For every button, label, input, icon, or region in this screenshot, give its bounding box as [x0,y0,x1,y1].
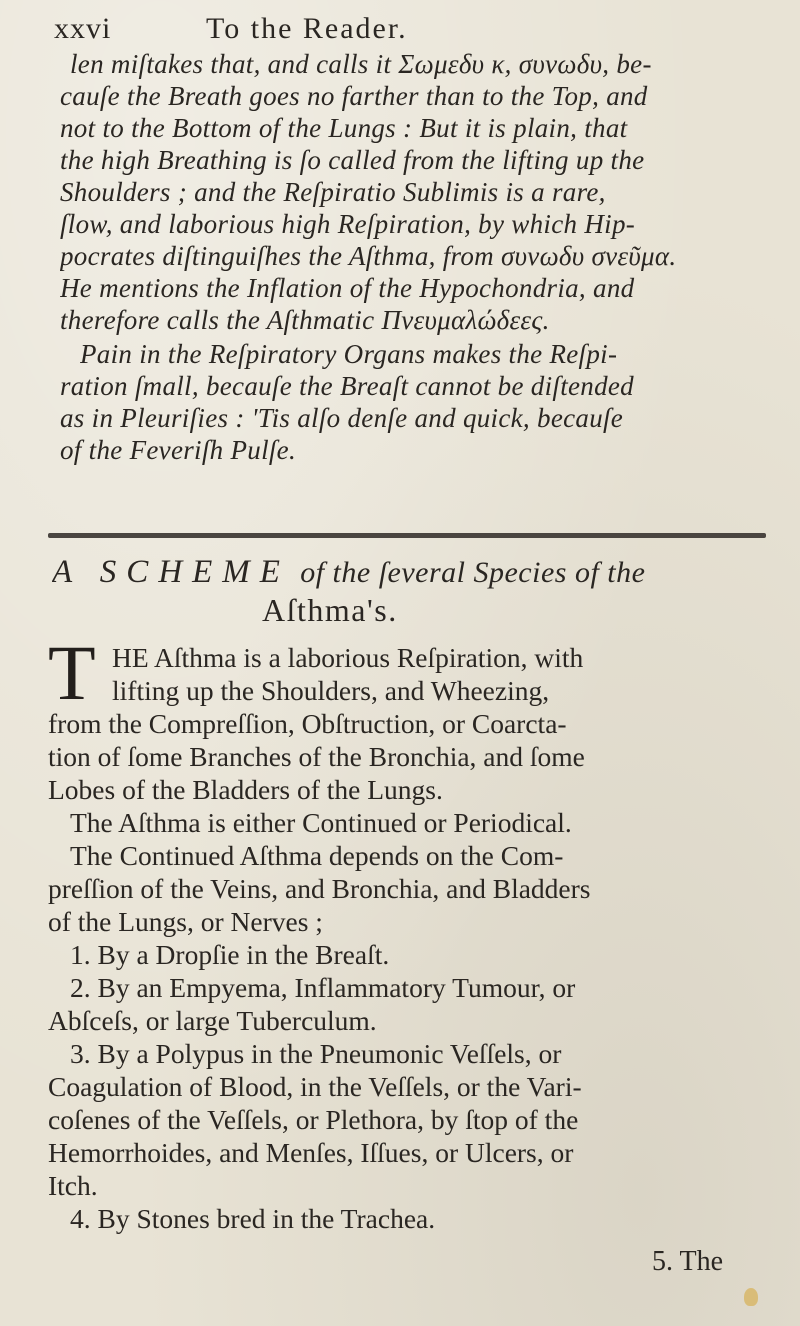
drop-cap: T [48,629,96,716]
body-line: 1. By a Dropſie in the Breaſt. [70,939,390,970]
body-line: Coagulation of Blood, in the Veſſels, or the Vari- [48,1071,582,1102]
body-line: Lobes of the Bladders of the Lungs. [48,774,443,805]
intro-line: therefore calls the Aſthmatic Πνευμαλώδεες. [60,305,550,335]
intro-line: He mentions the Inflation of the Hypochondria, and [60,273,635,303]
intro-line: Pain in the Reſpiratory Organs makes the Reſpi- [80,339,618,369]
section-rule [48,533,766,538]
intro-line: cauſe the Breath goes no farther than to the Top, and [60,81,648,111]
intro-line: len miſtakes that, and calls it Σωμεδυ κ, συνωδυ, be- [70,49,652,79]
body-line: preſſion of the Veins, and Bronchia, and Bladders [48,873,591,904]
section-heading-caps: A SCHEME [52,554,290,590]
intro-line: of the Feveriſh Pulſe. [60,435,297,465]
body-line: coſenes of the Veſſels, or Plethora, by ſtop of the [48,1104,579,1135]
body-line: lifting up the Shoulders, and Wheezing, [112,675,550,706]
page-number: xxvi [54,12,112,45]
body-line: 4. By Stones bred in the Trachea. [70,1203,436,1234]
intro-line: Shoulders ; and the Reſpiratio Sublimis is a rare, [60,177,606,207]
body-line: Hemorrhoides, and Menſes, Iſſues, or Ulcers, or [48,1137,574,1168]
intro-line: as in Pleuriſies : 'Tis alſo denſe and quick, becauſe [60,403,624,433]
intro-line: not to the Bottom of the Lungs : But it is plain, that [60,113,628,143]
ink-blot-icon [744,1288,758,1306]
body-line: 2. By an Empyema, Inflammatory Tumour, or [70,972,576,1003]
body-line: of the Lungs, or Nerves ; [48,906,323,937]
body-line: HE Aſthma is a laborious Reſpiration, with [112,642,584,673]
intro-line: ration ſmall, becauſe the Breaſt cannot be diſtended [60,371,634,401]
catchword: 5. The [652,1246,724,1277]
intro-line: ſlow, and laborious high Reſpiration, by which Hip- [60,209,636,239]
body-line: Abſceſs, or large Tuberculum. [48,1005,377,1036]
body-line: tion of ſome Branches of the Bronchia, and ſome [48,741,585,772]
intro-line: pocrates diſtinguiſhes the Aſthma, from συνωδυ σνεῦμα. [60,241,677,271]
intro-line: the high Breathing is ſo called from the lifting up the [60,145,645,175]
body-line: The Continued Aſthma depends on the Com- [70,840,564,871]
body-line: Itch. [48,1170,98,1201]
body-line: 3. By a Polypus in the Pneumonic Veſſels, or [70,1038,562,1069]
running-header [48,10,766,50]
body-line: The Aſthma is either Continued or Periodical. [70,807,572,838]
running-title: To the Reader. [206,12,408,45]
section-subheading: Aſthma's. [262,592,398,628]
section-heading-rest: of the ſeveral Species of the [300,556,646,589]
body-line: from the Compreſſion, Obſtruction, or Coarcta- [48,708,567,739]
section-heading [52,554,766,591]
